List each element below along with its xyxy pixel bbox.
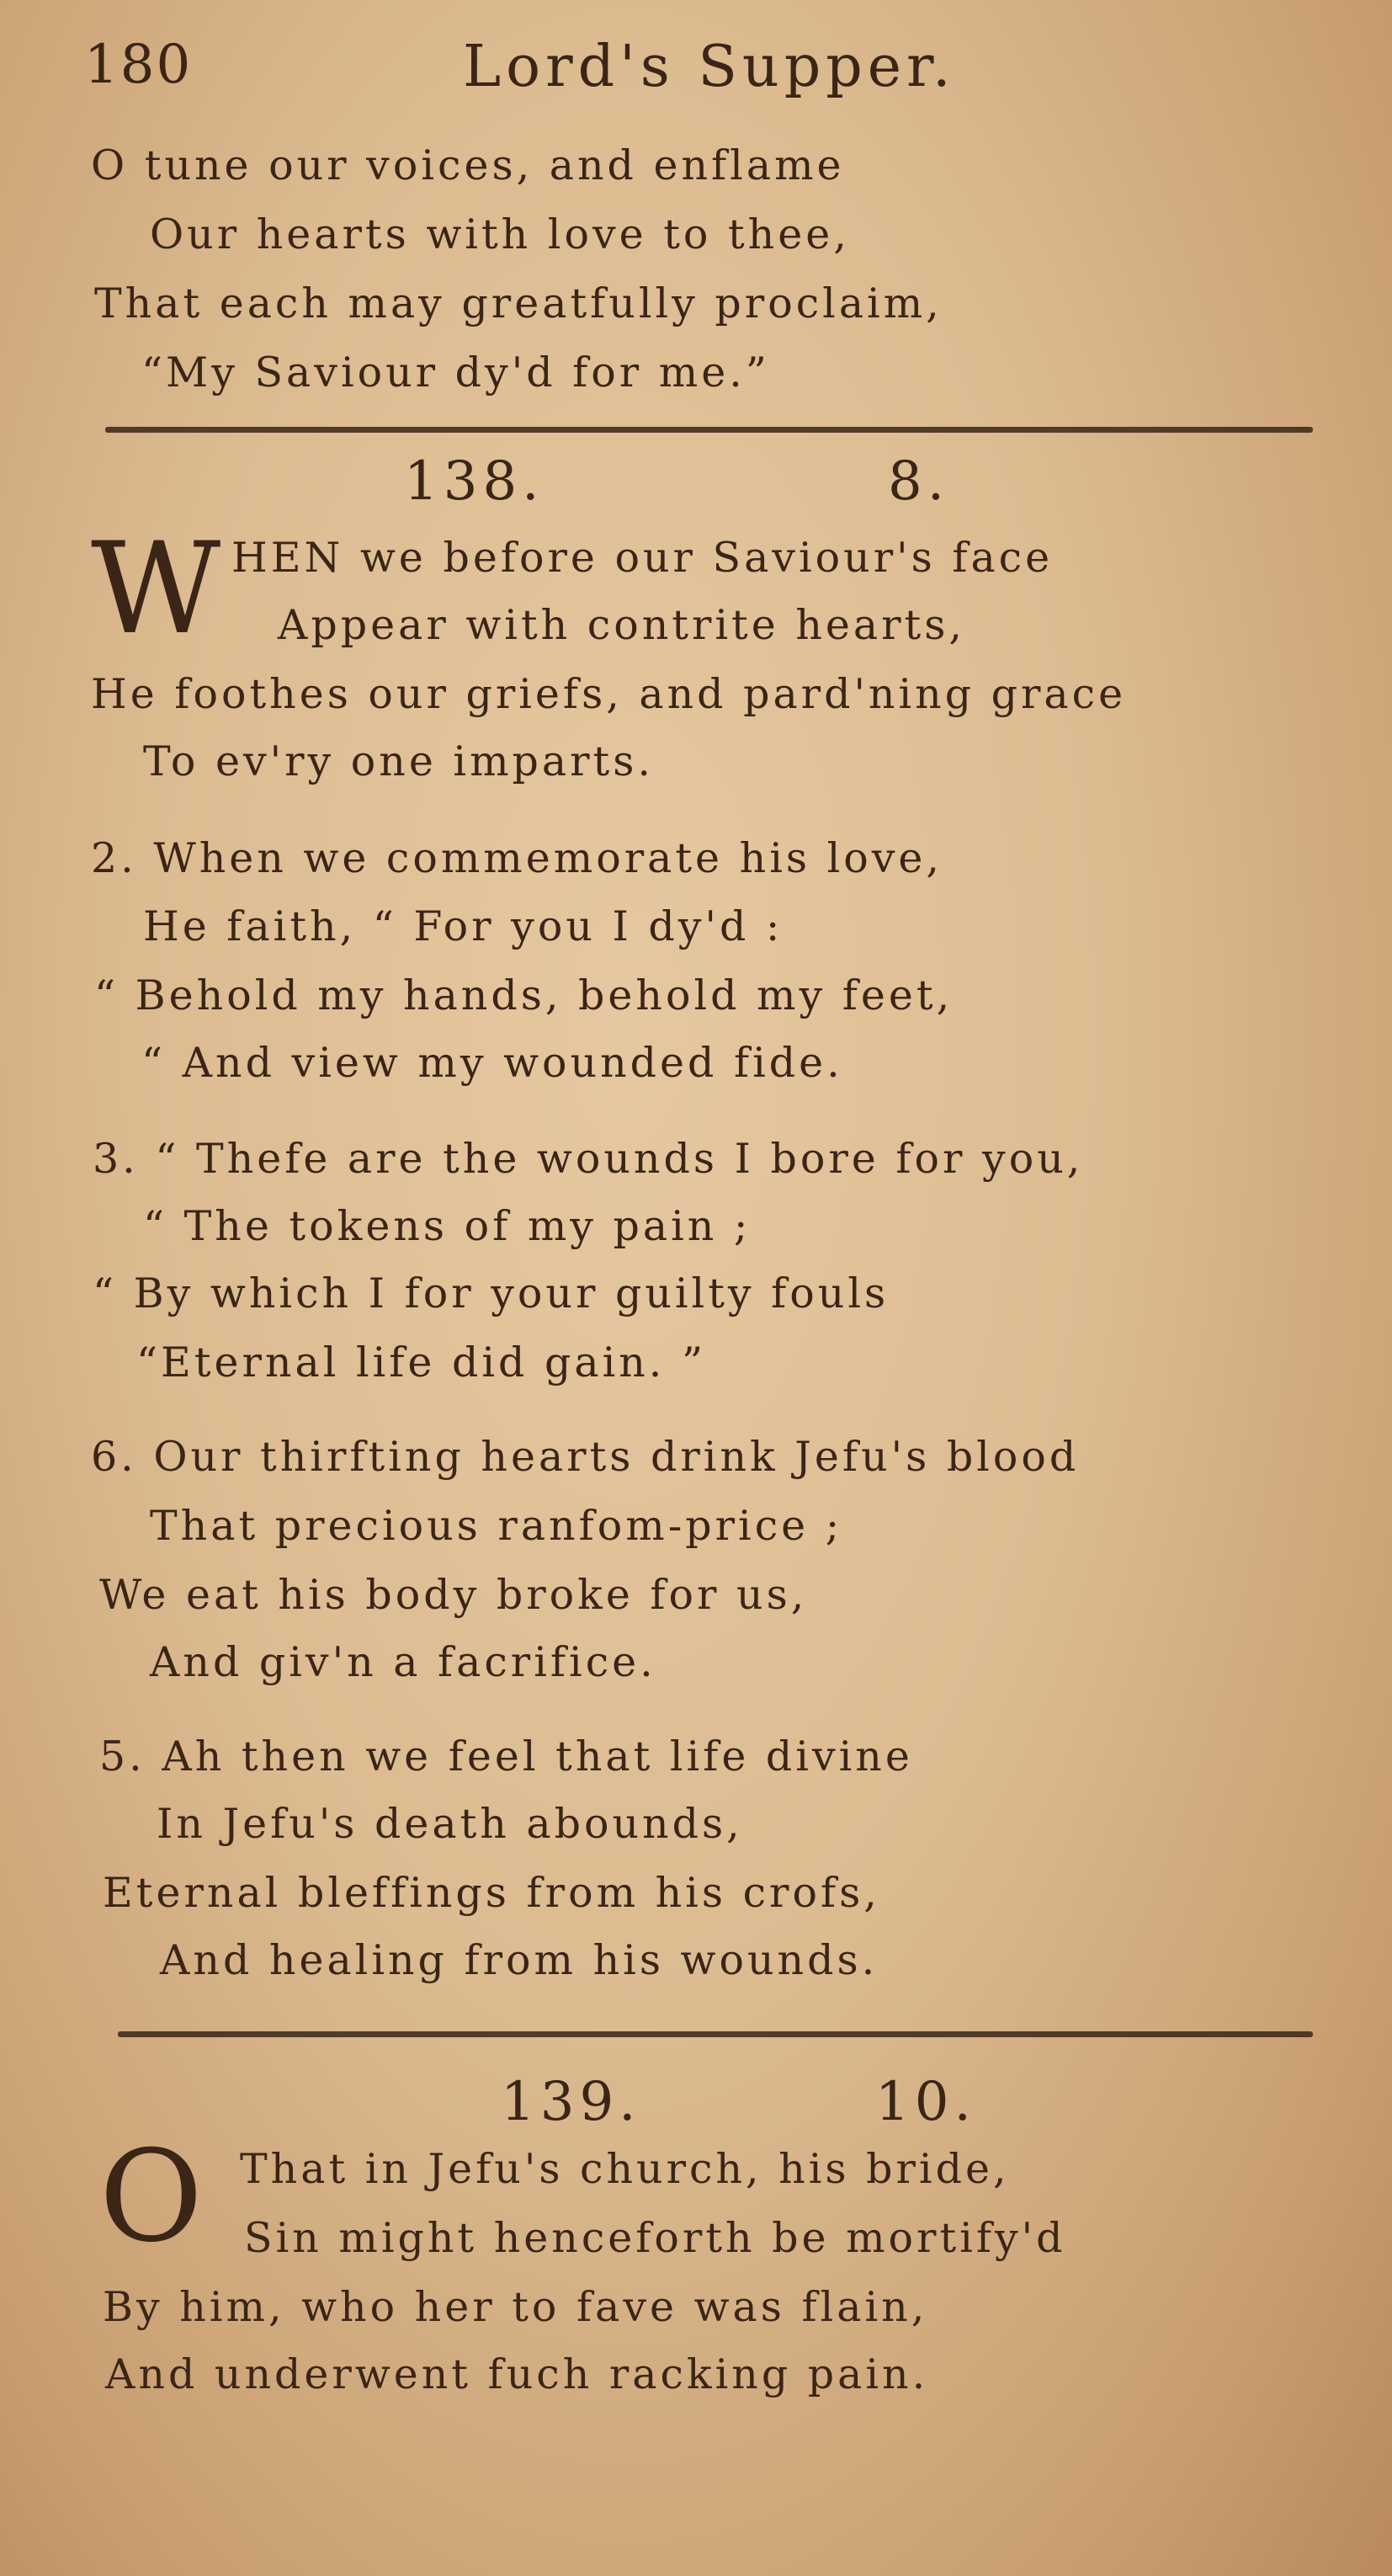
- verse-line: And underwent fuch racking pain.: [105, 2350, 929, 2398]
- verse-line: That precious ranfom-price ;: [150, 1502, 843, 1550]
- verse-line: And giv'n a facrifice.: [150, 1638, 656, 1686]
- running-head: Lord's Supper.: [463, 34, 956, 100]
- hymn-number: 138.: [404, 450, 545, 513]
- verse-line: Sin might henceforth be mortify'd: [244, 2214, 1066, 2262]
- verse-line: “ By which I for your guilty fouls: [93, 1269, 890, 1317]
- hymn-meter: 10.: [875, 2071, 976, 2133]
- verse-line: In Jefu's death abounds,: [157, 1800, 743, 1848]
- verse-line: 5. Ah then we feel that life divine: [99, 1732, 913, 1780]
- verse-line: HEN we before our Saviour's face: [231, 534, 1054, 582]
- hymn-number: 139.: [501, 2071, 641, 2133]
- verse-line: He faith, “ For you I dy'd :: [143, 902, 784, 950]
- verse-line: He foothes our griefs, and pard'ning grace: [91, 670, 1127, 718]
- page-header: [84, 34, 1313, 109]
- verse-line: “ Behold my hands, behold my feet,: [94, 971, 954, 1019]
- drop-cap: O: [99, 2124, 203, 2270]
- verse-line: That in Jefu's church, his bride,: [240, 2145, 1010, 2193]
- divider-rule: [105, 427, 1313, 433]
- verse-line: 2. When we commemorate his love,: [91, 834, 943, 882]
- verse-line: Appear with contrite hearts,: [278, 601, 965, 649]
- hymn-meter: 8.: [888, 450, 950, 513]
- prev-hymn-line: Our hearts with love to thee,: [150, 210, 850, 258]
- prev-hymn-line: O tune our voices, and enflame: [91, 141, 845, 189]
- page-number: 180: [84, 34, 193, 96]
- verse-line: Eternal bleffings from his crofs,: [103, 1869, 880, 1917]
- divider-rule: [118, 2031, 1313, 2037]
- verse-line: By him, who her to fave was flain,: [103, 2283, 928, 2331]
- drop-cap: W: [91, 516, 221, 663]
- verse-line: “ The tokens of my pain ;: [143, 1202, 752, 1250]
- prev-hymn-line: “My Saviour dy'd for me.”: [141, 349, 770, 397]
- verse-line: We eat his body broke for us,: [99, 1571, 808, 1619]
- prev-hymn-line: That each may greatfully proclaim,: [94, 279, 943, 327]
- verse-line: And healing from his wounds.: [160, 1936, 879, 1984]
- verse-line: “ And view my wounded fide.: [141, 1039, 843, 1087]
- verse-line: 6. Our thirfting hearts drink Jefu's blood: [91, 1433, 1080, 1481]
- verse-line: To ev'ry one imparts.: [143, 737, 654, 785]
- verse-line: “Eternal life did gain. ”: [136, 1339, 706, 1386]
- verse-line: 3. “ Thefe are the wounds I bore for you,: [93, 1135, 1084, 1183]
